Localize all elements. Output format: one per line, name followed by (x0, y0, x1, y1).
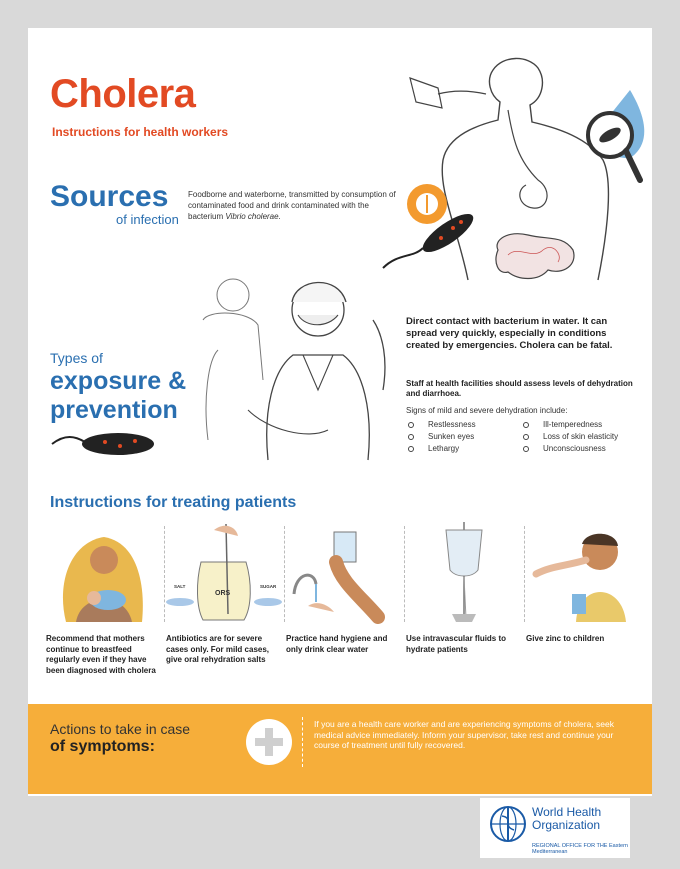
divider (284, 526, 285, 622)
breastfeeding-illustration (46, 522, 162, 624)
list-item: Unconsciousness (521, 444, 636, 453)
actions-text: If you are a health care worker and are experiencing symptoms of cholera, seek medical advice immediately. Inform your supervisor, take rest and continue your course of treatment until fully recovered. (314, 719, 615, 750)
exposure-heading-line2: prevention (50, 396, 178, 424)
actions-heading-line1: Actions to take in case (50, 721, 191, 737)
step-ors (166, 522, 282, 666)
treatment-steps (46, 522, 642, 700)
list-item: Lethargy (406, 444, 521, 453)
exposure-staff-text: Staff at health facilities should assess levels of dehydration and diarrhoea. (406, 379, 633, 398)
salt-label: SALT (174, 584, 186, 589)
step-caption: Practice hand hygiene and only drink clear water (286, 634, 388, 654)
list-item: Restlessness (406, 420, 521, 429)
who-emblem-icon (488, 804, 528, 844)
poster (28, 28, 652, 796)
list-item: Sunken eyes (406, 432, 521, 441)
list-item: Ill-temperedness (521, 420, 636, 429)
iv-bag-illustration (406, 522, 522, 624)
list-item: Loss of skin elasticity (521, 432, 636, 441)
who-logo (480, 798, 630, 858)
step-caption: Antibiotics are for severe cases only. For mild cases, give oral rehydration salts (166, 634, 270, 664)
exposure-heading-line1: exposure & (50, 367, 187, 395)
divider (404, 526, 405, 622)
ors-illustration (166, 522, 282, 624)
exposure-heading (50, 367, 250, 425)
actions-heading-line2: of symptoms: (50, 738, 155, 755)
divider (164, 526, 165, 622)
step-hygiene (286, 522, 402, 655)
sources-description (188, 189, 398, 222)
sugar-label: SUGAR (260, 584, 277, 589)
page-subtitle: Instructions for health workers (52, 125, 229, 139)
sources-subheading: of infection (116, 212, 179, 227)
bacterium-small-icon (50, 424, 160, 464)
step-caption: Give zinc to children (526, 634, 605, 643)
bacterium-name: Vibrio cholerae. (225, 212, 281, 221)
signs-list (406, 420, 636, 453)
exposure-main-text: Direct contact with bacterium in water. It can spread very quickly, especially in conditions created by emergencies. Cholera can be fatal. (406, 316, 613, 351)
step-breastfeed (46, 522, 162, 676)
medical-cross-icon (246, 719, 292, 765)
child-zinc-illustration (526, 522, 642, 624)
step-caption: Recommend that mothers continue to breastfeed regularly even if they have been diagnosed with cholera (46, 634, 156, 675)
who-name: World Health Organization (532, 805, 602, 832)
signs-intro: Signs of mild and severe dehydration include: (406, 406, 568, 415)
sources-description-text: Foodborne and waterborne, transmitted by consumption of contaminated food and drink contaminated with the bacterium (188, 190, 396, 221)
step-caption: Use intravascular fluids to hydrate patients (406, 634, 507, 654)
sources-heading: Sources (50, 180, 169, 213)
step-zinc (526, 522, 642, 645)
treatment-heading: Instructions for treating patients (50, 494, 297, 511)
exposure-subheading: Types of (50, 350, 103, 366)
ors-label: ORS (215, 590, 231, 597)
divider (302, 717, 303, 767)
divider (524, 526, 525, 622)
page-title: Cholera (50, 72, 196, 116)
hygiene-illustration (286, 522, 402, 624)
step-iv-fluids (406, 522, 522, 655)
who-region: REGIONAL OFFICE FOR THE Eastern Mediterranean (532, 843, 628, 855)
